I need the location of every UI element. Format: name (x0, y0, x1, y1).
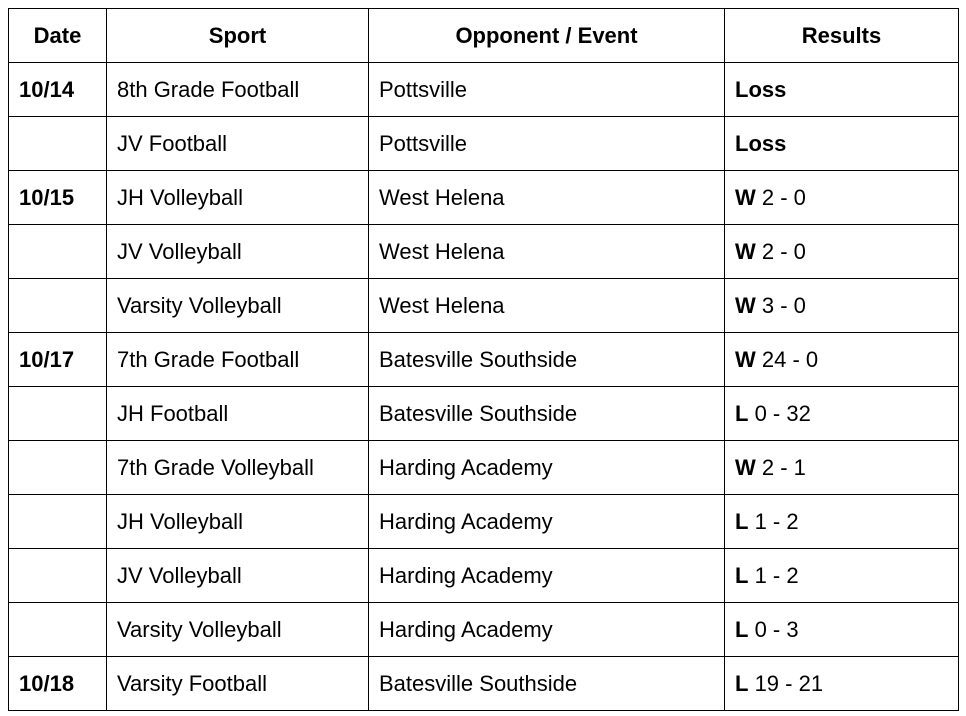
result-outcome: L (735, 670, 749, 696)
result-outcome: W (735, 292, 756, 318)
result-score: 1 - 2 (748, 508, 799, 534)
opponent-cell: Harding Academy (369, 441, 725, 495)
table-header (9, 9, 959, 63)
opponent-cell: Batesville Southside (369, 657, 725, 711)
opponent-cell: Pottsville (369, 117, 725, 171)
sport-cell: JV Football (107, 117, 369, 171)
sport-cell: JH Volleyball (107, 171, 369, 225)
sport-cell: Varsity Volleyball (107, 603, 369, 657)
sport-cell: Varsity Volleyball (107, 279, 369, 333)
table-row (9, 117, 959, 171)
date-cell (9, 441, 107, 495)
result-outcome: W (735, 238, 756, 264)
result-outcome: W (735, 346, 756, 372)
opponent-cell: Batesville Southside (369, 387, 725, 441)
table-row (9, 333, 959, 387)
header-sport: Sport (107, 9, 369, 63)
result-cell (725, 549, 959, 603)
opponent-cell: West Helena (369, 279, 725, 333)
opponent-cell: Harding Academy (369, 603, 725, 657)
opponent-cell: West Helena (369, 225, 725, 279)
results-table (8, 8, 959, 711)
table-row (9, 657, 959, 711)
sport-cell: JH Volleyball (107, 495, 369, 549)
result-cell (725, 225, 959, 279)
opponent-cell: Harding Academy (369, 495, 725, 549)
date-cell (9, 117, 107, 171)
result-outcome: W (735, 454, 756, 480)
table-row (9, 495, 959, 549)
result-outcome: L (735, 616, 749, 642)
date-cell (9, 387, 107, 441)
table-row (9, 63, 959, 117)
table-body (9, 63, 959, 711)
result-outcome: Loss (735, 130, 787, 156)
result-score: 0 - 32 (748, 400, 811, 426)
result-score: 2 - 0 (755, 184, 806, 210)
result-cell (725, 441, 959, 495)
date-cell (9, 549, 107, 603)
result-outcome: W (735, 184, 756, 210)
sport-cell: JV Volleyball (107, 225, 369, 279)
date-cell: 10/17 (9, 333, 107, 387)
opponent-cell: Batesville Southside (369, 333, 725, 387)
result-score: 0 - 3 (748, 616, 799, 642)
date-cell (9, 225, 107, 279)
result-cell (725, 603, 959, 657)
result-score: 2 - 0 (755, 238, 806, 264)
opponent-cell: West Helena (369, 171, 725, 225)
opponent-cell: Harding Academy (369, 549, 725, 603)
table-row (9, 279, 959, 333)
result-cell (725, 387, 959, 441)
table-row (9, 441, 959, 495)
date-cell: 10/15 (9, 171, 107, 225)
sport-cell: 7th Grade Volleyball (107, 441, 369, 495)
table-row (9, 603, 959, 657)
result-score: 24 - 0 (755, 346, 819, 372)
table-row (9, 171, 959, 225)
date-cell: 10/14 (9, 63, 107, 117)
result-cell (725, 495, 959, 549)
header-row (9, 9, 959, 63)
table-row (9, 549, 959, 603)
header-date: Date (9, 9, 107, 63)
sport-cell: JH Football (107, 387, 369, 441)
result-cell (725, 171, 959, 225)
sport-cell: Varsity Football (107, 657, 369, 711)
table-row (9, 387, 959, 441)
table-row (9, 225, 959, 279)
result-outcome: L (735, 400, 749, 426)
result-cell (725, 117, 959, 171)
header-results: Results (725, 9, 959, 63)
result-score: 1 - 2 (748, 562, 799, 588)
opponent-cell: Pottsville (369, 63, 725, 117)
header-opponent: Opponent / Event (369, 9, 725, 63)
date-cell: 10/18 (9, 657, 107, 711)
result-outcome: L (735, 562, 749, 588)
result-score: 19 - 21 (748, 670, 824, 696)
sport-cell: 8th Grade Football (107, 63, 369, 117)
result-cell (725, 333, 959, 387)
result-cell (725, 279, 959, 333)
date-cell (9, 495, 107, 549)
result-outcome: Loss (735, 76, 787, 102)
result-cell (725, 657, 959, 711)
date-cell (9, 603, 107, 657)
date-cell (9, 279, 107, 333)
sport-cell: JV Volleyball (107, 549, 369, 603)
result-score: 3 - 0 (755, 292, 806, 318)
sport-cell: 7th Grade Football (107, 333, 369, 387)
result-outcome: L (735, 508, 749, 534)
result-score: 2 - 1 (755, 454, 806, 480)
result-cell (725, 63, 959, 117)
